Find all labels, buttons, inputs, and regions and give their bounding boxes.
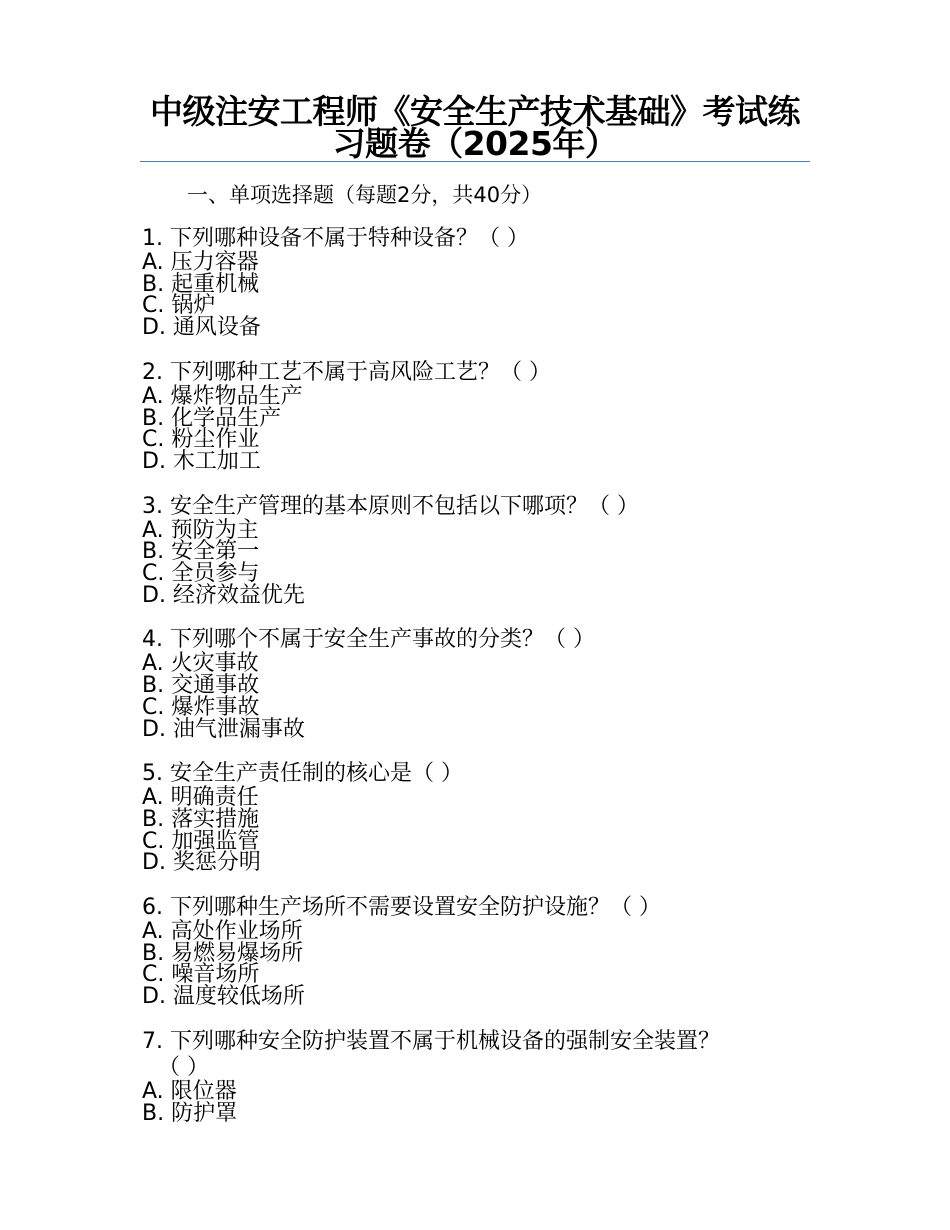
question-stem-continuation: （ ） xyxy=(158,1054,209,1080)
document-title: 中级注安工程师《安全生产技术基础》考试练习题卷（2025年） xyxy=(150,92,800,163)
title-underline xyxy=(140,161,810,162)
option-a: A. 火灾事故 xyxy=(142,651,259,677)
question-4 xyxy=(142,627,792,740)
option-a: A. 预防为主 xyxy=(142,517,259,543)
option-d: D. 温度较低场所 xyxy=(142,984,305,1010)
section-heading: 一、单项选择题（每题2分，共40分） xyxy=(187,183,543,207)
option-a: A. 压力容器 xyxy=(142,250,259,275)
question-3 xyxy=(142,494,792,607)
option-a: A. 限位器 xyxy=(142,1078,237,1104)
option-d: D. 木工加工 xyxy=(142,448,261,474)
option-b: B. 起重机械 xyxy=(142,271,260,297)
question-stem: 2. 下列哪种工艺不属于高风险工艺？（ ） xyxy=(142,359,551,385)
option-c: C. 锅炉 xyxy=(142,293,216,319)
question-list xyxy=(142,226,792,1145)
option-b: B. 交通事故 xyxy=(142,673,260,699)
option-c: C. 粉尘作业 xyxy=(142,427,260,453)
option-a: A. 高处作业场所 xyxy=(142,919,303,945)
option-d: D. 通风设备 xyxy=(142,315,261,341)
option-b: B. 落实措施 xyxy=(142,806,260,832)
question-2 xyxy=(142,360,792,473)
question-6 xyxy=(142,895,792,1008)
question-7 xyxy=(142,1029,792,1124)
option-c: C. 全员参与 xyxy=(142,561,260,587)
question-1 xyxy=(142,226,792,339)
question-stem: 1. 下列哪种设备不属于特种设备？（ ） xyxy=(142,226,529,251)
option-b: B. 易燃易爆场所 xyxy=(142,940,304,966)
question-stem: 6. 下列哪种生产场所不需要设置安全防护设施？（ ） xyxy=(142,895,661,921)
option-b: B. 防护罩 xyxy=(142,1100,238,1126)
option-b: B. 安全第一 xyxy=(142,539,260,565)
option-c: C. 噪音场所 xyxy=(142,962,260,988)
option-d: D. 经济效益优先 xyxy=(142,582,305,608)
option-c: C. 加强监管 xyxy=(142,828,260,854)
option-c: C. 爆炸事故 xyxy=(142,694,260,720)
question-5 xyxy=(142,761,792,874)
question-stem: 5. 安全生产责任制的核心是（ ） xyxy=(142,761,463,787)
option-a: A. 明确责任 xyxy=(142,785,259,811)
option-a: A. 爆炸物品生产 xyxy=(142,383,303,409)
question-stem: 4. 下列哪个不属于安全生产事故的分类？（ ） xyxy=(142,627,595,653)
option-d: D. 油气泄漏事故 xyxy=(142,716,305,742)
question-stem: 3. 安全生产管理的基本原则不包括以下哪项？（ ） xyxy=(142,493,639,519)
question-stem: 7. 下列哪种安全防护装置不属于机械设备的强制安全装置？ （ ） xyxy=(142,1029,792,1081)
option-d: D. 奖惩分明 xyxy=(142,850,261,876)
option-b: B. 化学品生产 xyxy=(142,405,282,431)
